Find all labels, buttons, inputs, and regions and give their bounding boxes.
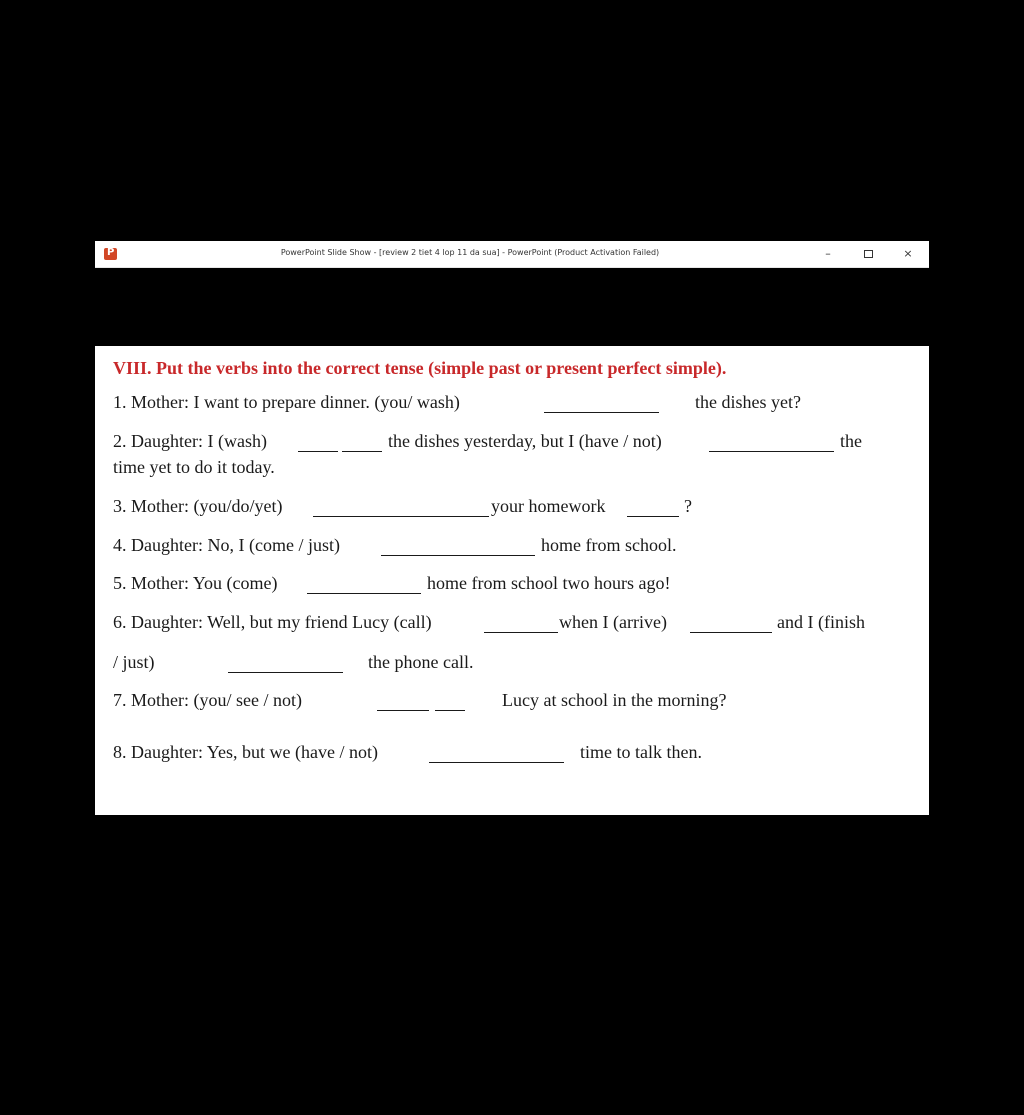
- q6-prompt: 6. Daughter: Well, but my friend Lucy (call): [113, 612, 432, 632]
- q7-blank-a: [377, 710, 429, 711]
- q5-tail: home from school two hours ago!: [427, 573, 671, 593]
- q3-blank-1: [313, 516, 489, 517]
- q2-prompt: 2. Daughter: I (wash): [113, 431, 267, 451]
- q2-blank-1a: [298, 451, 338, 452]
- q6-tail: the phone call.: [368, 652, 474, 672]
- title-bar[interactable]: [95, 241, 929, 268]
- q2-continuation: time yet to do it today.: [113, 457, 275, 477]
- q6-blank-3: [228, 672, 343, 673]
- q3-tail: ?: [684, 496, 692, 516]
- q6-blank-2: [690, 632, 772, 633]
- q2-blank-2: [709, 451, 834, 452]
- slideshow-window: [95, 241, 929, 815]
- q7-blank-b: [435, 710, 465, 711]
- q1-blank: [544, 412, 659, 413]
- q1-tail: the dishes yet?: [695, 392, 801, 412]
- q2-middle: the dishes yesterday, but I (have / not): [388, 431, 662, 451]
- q6-blank-1: [484, 632, 558, 633]
- q6-continuation: / just): [113, 652, 155, 672]
- slide-top-band: [95, 268, 929, 346]
- q2-blank-1b: [342, 451, 382, 452]
- q5-prompt: 5. Mother: You (come): [113, 573, 278, 593]
- minimize-button[interactable]: –: [825, 247, 831, 260]
- q5-blank: [307, 593, 421, 594]
- q6-and: and I (finish: [777, 612, 865, 632]
- q8-prompt: 8. Daughter: Yes, but we (have / not): [113, 742, 378, 762]
- slide-content[interactable]: [95, 346, 929, 815]
- q1-prompt: 1. Mother: I want to prepare dinner. (you/ wash): [113, 392, 460, 412]
- q4-tail: home from school.: [541, 535, 677, 555]
- q8-tail: time to talk then.: [580, 742, 702, 762]
- q8-blank: [429, 762, 564, 763]
- maximize-button[interactable]: [857, 245, 879, 263]
- q4-prompt: 4. Daughter: No, I (come / just): [113, 535, 340, 555]
- q7-tail: Lucy at school in the morning?: [502, 690, 727, 710]
- q3-middle: your homework: [491, 496, 606, 516]
- q3-blank-2: [627, 516, 679, 517]
- close-button[interactable]: ×: [903, 247, 913, 260]
- q4-blank: [381, 555, 535, 556]
- maximize-icon: [864, 250, 873, 258]
- powerpoint-icon: [104, 248, 117, 260]
- q2-the: the: [840, 431, 862, 451]
- q6-middle: when I (arrive): [559, 612, 667, 632]
- q7-prompt: 7. Mother: (you/ see / not): [113, 690, 302, 710]
- q3-prompt: 3. Mother: (you/do/yet): [113, 496, 283, 516]
- window-title: PowerPoint Slide Show - [review 2 tiet 4 lop 11 da sua] - PowerPoint (Product Activation Failed): [280, 248, 660, 257]
- exercise-heading: VIII. Put the verbs into the correct tense (simple past or present perfect simple).: [113, 358, 727, 378]
